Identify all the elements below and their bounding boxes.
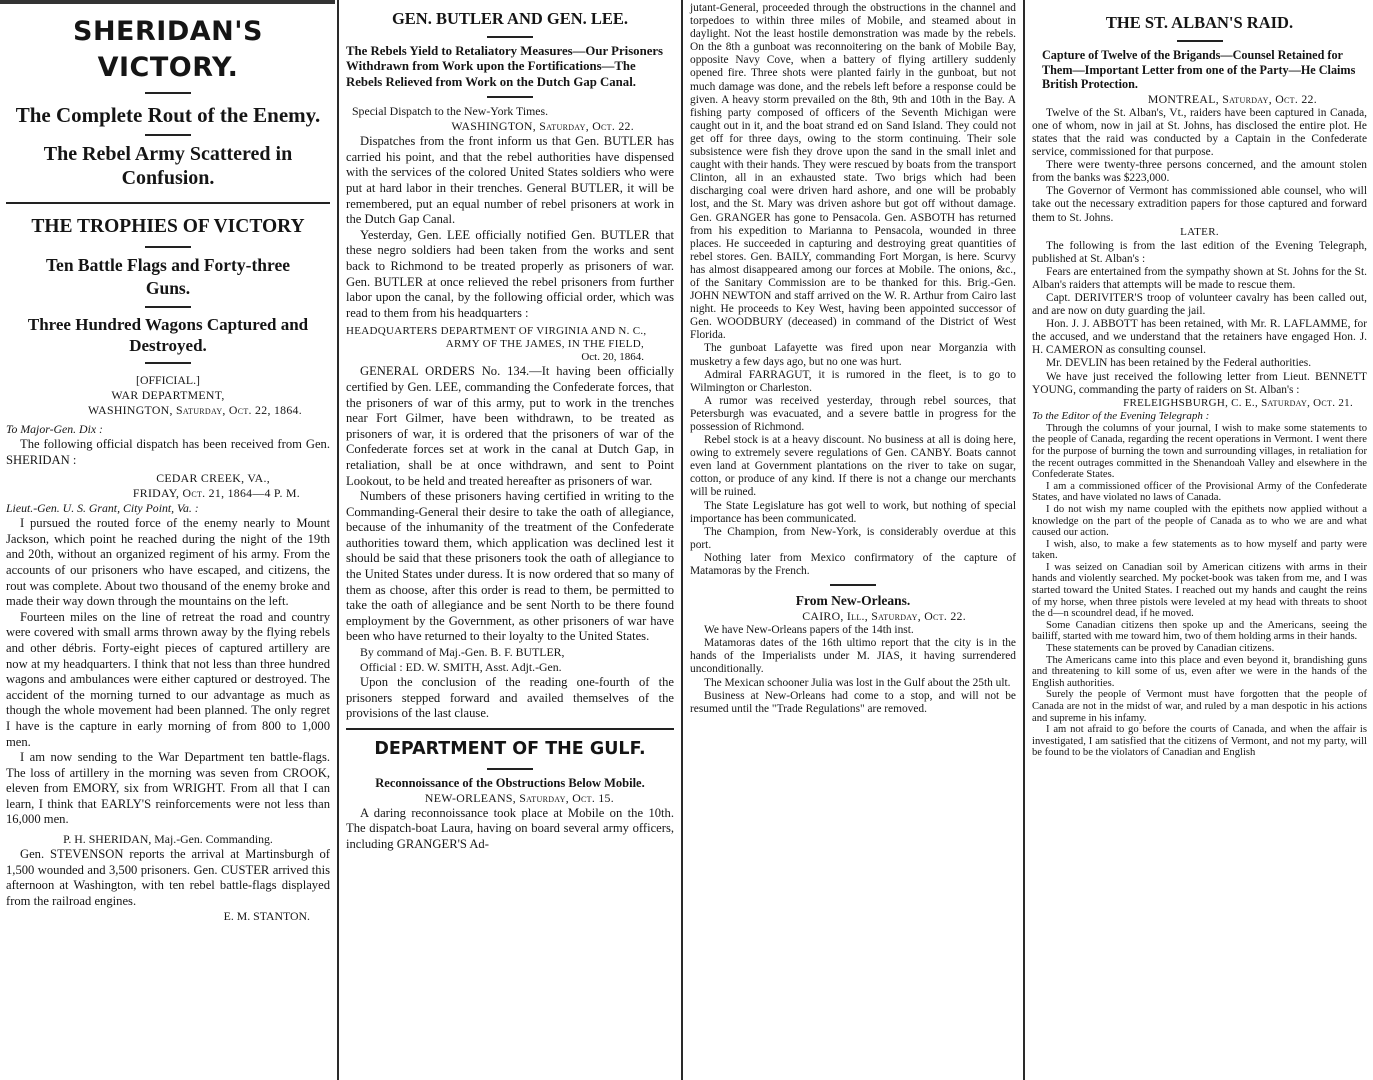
- letter-paragraph: These statements can be proved by Canadian citizens.: [1046, 643, 1275, 655]
- addressee: Lieut.-Gen. U. S. Grant, City Point, Va. :: [6, 501, 199, 516]
- paragraph: The gunboat Lafayette was fired upon near Morganzia with musketry a few days ago, but no one was hurt.: [690, 342, 1016, 368]
- signature: E. M. STANTON.: [223, 909, 310, 924]
- paragraph: We have just received the following letter from Lieut. BENNETT YOUNG, commanding the party of raiders on St. Alban's :: [1032, 370, 1367, 396]
- paragraph: Fears are entertained from the sympathy shown at St. Johns for the St. Alban's raiders that attempts will be made to rescue them.: [1032, 265, 1367, 291]
- headline-butler-lee: GEN. BUTLER AND GEN. LEE.: [391, 9, 629, 28]
- paragraph: Upon the conclusion of the reading one-fourth of the prisoners stepped forward and availed themselves of the provisions of the last clause.: [346, 675, 674, 721]
- paragraph: The following is from the last edition of the Evening Telegraph, published at St. Alban's :: [1032, 239, 1367, 265]
- headquarters-line: HEADQUARTERS DEPARTMENT OF VIRGINIA AND N. C.,: [346, 325, 647, 338]
- official-signature: Official : ED. W. SMITH, Asst. Adjt.-Gen.: [360, 660, 562, 675]
- column-rule: [681, 0, 683, 1080]
- paragraph: Mr. DEVLIN has been retained by the Federal authorities.: [1046, 357, 1312, 370]
- paragraph: Nothing later from Mexico confirmatory of the capture of Matamoras by the French.: [690, 551, 1016, 578]
- addressee: To the Editor of the Evening Telegraph :: [1032, 409, 1210, 422]
- deck-trophies: THE TROPHIES OF VICTORY: [31, 216, 305, 237]
- dateline: FRIDAY, Oct. 21, 1864—4 P. M.: [132, 486, 300, 501]
- paragraph: Twelve of the St. Alban's, Vt., raiders have been captured in Canada, one of whom, now in jail at St. Johns, has disclosed the entire plot. He states that the raid was conducted by a Captain in the Confederate service, commissioned for that purpose.: [1032, 106, 1367, 159]
- paragraph: I pursued the routed force of the enemy nearly to Mount Jackson, which point he reached during the night of the 19th and 20th, without an organized regiment of his army. From the accounts of our prisoners who have escaped, and citizens, the rout was complete. About two thousand of the enemy broke and made their way down through the mountains on the left.: [6, 516, 330, 609]
- separator-dash: [145, 246, 191, 248]
- paragraph: The Champion, from New-York, is considerably overdue at this port.: [690, 525, 1016, 551]
- paragraph: Admiral FARRAGUT, it is rumored in the fleet, is to go to Wilmington or Charleston.: [690, 368, 1016, 394]
- separator-dash: [487, 768, 533, 770]
- letter-paragraph: I wish, also, to make a few statements as to how myself and party were taken.: [1032, 538, 1367, 562]
- paragraph: A daring reconnoissance took place at Mobile on the 10th. The dispatch-boat Laura, having on board several army officers, including GRANGER'S Ad-: [346, 805, 674, 851]
- paragraph: Fourteen miles on the line of retreat the road and country were covered with small arms thrown away by the flying rebels and other débris. Forty-eight pieces of captured artillery are now at my headquarters. I think that not less than three hundred wagons and ambulances were either captured or destroyed. The accident of the morning turned to our advantage as much as though the whole movement had been planned. The only regret I have is the capture in early morning of from 800 to 1,000 men.: [6, 609, 330, 749]
- column-st-albans-raid: [1026, 0, 1373, 1080]
- headquarters-line: Oct. 20, 1864.: [581, 351, 644, 364]
- paragraph: Numbers of these prisoners having certified in writing to the Commanding-General their desire to take the oath of allegiance, because of the inhumanity of the treatment of the Confederate authorities toward them, which application was declined lest it should be said that these prisoners took the oath of allegiance to the United States under duress. It is now ordered that so many of them as choose, after this order is read to them, be permitted to take the oath of allegiance and be sent North to be there found employment by the Government, as other prisoners of war have been who have returned to their loyalty to the United States.: [346, 489, 674, 644]
- dateline: CEDAR CREEK, VA.,: [156, 471, 270, 486]
- paragraph: The Governor of Vermont has commissioned able counsel, who will take out the necessary extradition papers for those captured and forward them to St. Johns.: [1032, 185, 1367, 224]
- letter-paragraph: I am a commissioned officer of the Provisional Army of the Confederate States, and have violated no laws of Canada.: [1032, 480, 1367, 504]
- separator-dash: [145, 306, 191, 308]
- paragraph: jutant-General, proceeded through the obstructions in the channel and torpedoes to within three miles of Mobile, and steamed about in daylight. Not the least hostile demonstration was made by the rebels. On the 8th a gunboat was reconnoitering on the bank of Mobile Bay, opposite Navy Cove, when a battery of flying artillery suddenly opened fire. Three shots were planted fairly in the gunboat, but not much damage was done, and the rebels left before a response could be given. A heavy storm prevailed on the 8th, 9th and 10th in the Bay. A fishing party composed of officers of the Seventh Michigan were caught out in it, and the boat strand ed on Sand Island. They could not get off for three days, owing to the storm continuing. Their sole subsistence were fish they drove upon the sand in the small inlet and caught with their hands. They were rescued by boats from the transport Clinton, all in an exhausted state. Two brigs which had been discharging coal were driven hard ashore, and one will be probably lost, and the St. Mary was driven ashore but got off without damage. Gen. GRANGER has gone to Pensacola. Gen. ASBOTH has returned from his expedition to Marianna to Pensacola, wounded in three places. He succeeded in capturing and destroying great quantities of rebel stores. Gen. BAILY, commanding Fort Morgan, is here. Scurvy has almost disappeared among our forces at Mobile. The onions, &c., of the Sanitary Commission are to be thanked for this. Brig.-Gen. JOHN NEWTON and staff arrived on the W. R. Arthur from Cairo last night. He proceeds to Key West, having been appointed successor of Gen. WOODBURY (deceased) in command of the District of West Florida.: [690, 2, 1016, 342]
- deck-complete-rout: The Complete Rout of the Enemy.: [15, 103, 321, 127]
- official-label: [OFFICIAL.]: [136, 373, 200, 387]
- paragraph: We have New-Orleans papers of the 14th inst.: [704, 624, 914, 637]
- addressee: To Major-Gen. Dix :: [6, 422, 103, 436]
- headline-from-new-orleans: From New-Orleans.: [795, 593, 911, 609]
- paragraph: The Mexican schooner Julia was lost in the Gulf about the 25th ult.: [704, 676, 1011, 689]
- separator-dash: [1177, 40, 1223, 42]
- separator-rule: [346, 728, 674, 730]
- paragraph: Rebel stock is at a heavy discount. No business at all is doing here, owing to extremely severe regulations of Gen. CANBY. Boats cannot even land at Government plantations on the river to take on sugar, cotton, or produce of any kind. If there is not a change our merchants will be ruined.: [690, 434, 1016, 499]
- paragraph: Capt. DERIVITER'S troop of volunteer cavalry has been called out, and are now on duty guarding the jail.: [1032, 292, 1367, 318]
- paragraph: Dispatches from the front inform us that Gen. BUTLER has carried his point, and that the rebel authorities have dispensed with the services of the colored United States soldiers who were put at hard labor in their trenches. General BUTLER, it will be remembered, put an equal number of rebel prisoners at work in the Dutch Gap Canal.: [346, 134, 674, 227]
- separator-dash: [145, 134, 191, 136]
- letter-paragraph: I do not wish my name coupled with the epithets now applied without a knowledge on the part of the people of Canada as to who we are and what caused our action.: [1032, 503, 1367, 539]
- paragraph: Business at New-Orleans had come to a stop, and will not be resumed until the "Trade Regulations" are removed.: [690, 689, 1016, 715]
- deck-rebel-army: The Rebel Army Scattered in Confusion.: [43, 143, 293, 189]
- paragraph: Gen. STEVENSON reports the arrival at Martinsburgh of 1,500 wounded and 3,500 prisoners. Gen. CUSTER arrived this afternoon at Washington, with ten rebel battle-flags displayed from the railroad engines.: [6, 847, 330, 908]
- letter-paragraph: I was seized on Canadian soil by American citizens with arms in their hands and violently searched. My pocket-book was taken from me, and I was started toward the United States. I reached out my hands and caught the reins of my horse, when three pistols were leveled at my head with threats to shoot the d—n scoundrel dead, if he moved.: [1032, 561, 1367, 620]
- separator-dash: [487, 96, 533, 98]
- paragraph: Yesterday, Gen. LEE officially notified Gen. BUTLER that these negro soldiers had been taken from the works and sent back to Richmond to be treated properly as prisoners of war. Gen. BUTLER at once relieved the rebel prisoners from further labor upon the canal, by the following official order, which was read to them from his headquarters :: [346, 227, 674, 320]
- dateline: FRELEIGHSBURGH, C. E., Saturday, Oct. 21.: [1123, 396, 1353, 409]
- paragraph: Matamoras dates of the 16th ultimo report that the city is in the hands of the Imperialists under M. JIAS, it having surrendered unconditionally.: [690, 637, 1016, 676]
- letter-paragraph: Surely the people of Vermont must have forgotten that the people of Canada are not in the midst of war, and ruled by a man despotic in his actions and supreme in his infamy.: [1032, 689, 1367, 724]
- column-sheridans-victory: [0, 0, 336, 1080]
- paragraph: Hon. J. J. ABBOTT has been retained, with Mr. R. LAFLAMME, for the accused, and we understand that the retainers have engaged Hon. J. H. CAMERON as consulting counsel.: [1032, 318, 1367, 357]
- letter-paragraph: Through the columns of your journal, I wish to make some statements to the people of Canada, regarding the recent operations in Vermont. I went there for the purpose of burning the town and surrounding villages, in retaliation for the recent outrages committed in the Shenandoah Valley and elsewhere in the Confederate States.: [1032, 422, 1367, 481]
- separator-rule: [6, 202, 330, 204]
- by-command: By command of Maj.-Gen. B. F. BUTLER,: [360, 645, 565, 660]
- dateline: NEW-ORLEANS, Saturday, Oct. 15.: [424, 790, 614, 805]
- letter-paragraph: I am not afraid to go before the courts of Canada, and when the affair is investigated, I am satisfied that the citizens of Vermont, and not my party, will be found to be the violators of Canadian and English: [1032, 724, 1367, 759]
- separator-dash: [830, 584, 876, 586]
- headquarters-line: ARMY OF THE JAMES, IN THE FIELD,: [445, 338, 644, 351]
- separator-dash: [145, 362, 191, 364]
- column-mobile-report: [684, 0, 1022, 1080]
- dateline: WASHINGTON, Saturday, Oct. 22, 1864.: [88, 403, 302, 417]
- dateline: WASHINGTON, Saturday, Oct. 22.: [451, 119, 634, 134]
- column-rule: [337, 0, 339, 1080]
- deck-rebels-yield: The Rebels Yield to Retaliatory Measures—Our Prisoners Withdrawn from Work upon the Fortifications—The Rebels Relieved from Work on the Dutch Gap Canal.: [346, 44, 664, 89]
- deck-wagons: Three Hundred Wagons Captured and Destroyed.: [27, 315, 309, 355]
- paragraph: I am now sending to the War Department ten battle-flags. The loss of artillery in the morning was seven from CROOK, eleven from EMORY, six from WRIGHT. From all that I can learn, I think that EARLY'S reinforcements were not less than 16,000 men.: [6, 750, 330, 827]
- letter-paragraph: Some Canadian citizens then spoke up and the Americans, seeing the bailiff, started with me toward him, two of them holding arms in their hands.: [1032, 619, 1367, 643]
- headline-department-gulf: DEPARTMENT OF THE GULF.: [374, 738, 646, 759]
- column-rule: [1023, 0, 1025, 1080]
- separator-dash: [487, 36, 533, 38]
- separator-dash: [145, 92, 191, 94]
- deck-capture-brigands: Capture of Twelve of the Brigands—Counsel Retained for Them—Important Letter from one of the Party—He Claims British Protection.: [1042, 48, 1356, 92]
- later-label: LATER.: [1180, 225, 1219, 238]
- paragraph: The following official dispatch has been received from Gen. SHERIDAN :: [6, 437, 330, 467]
- headline-st-albans-raid: THE ST. ALBAN'S RAID.: [1105, 13, 1294, 32]
- paragraph: GENERAL ORDERS No. 134.—It having been officially certified by Gen. LEE, commanding the Confederate forces, that the prisoners of war of this army, put to work in the trenches near Fort Gilmer, have been withdrawn, to be treated as prisoners of war, it is ordered that the prisoners of war of the Confederate forces set at work in the canal at Dutch Gap, in retaliation, shall be at once withdrawn, and sent to Point Lookout, to be held and treated hereafter as prisoners of war.: [346, 364, 674, 488]
- column-butler-lee: [340, 0, 680, 1080]
- dateline: MONTREAL, Saturday, Oct. 22.: [1147, 91, 1317, 106]
- paragraph: The State Legislature has got well to work, but nothing of special importance has been communicated.: [690, 499, 1016, 525]
- dateline: CAIRO, Ill., Saturday, Oct. 22.: [802, 609, 966, 624]
- war-department: WAR DEPARTMENT,: [111, 388, 225, 402]
- deck-reconnoissance: Reconnoissance of the Obstructions Below Mobile.: [375, 775, 645, 790]
- deck-battle-flags: Ten Battle Flags and Forty-three Guns.: [45, 255, 290, 298]
- signature: P. H. SHERIDAN, Maj.-Gen. Commanding.: [63, 832, 273, 847]
- paragraph: A rumor was received yesterday, through rebel sources, that Petersburgh was evacuated, and a severe battle in progress for the possession of Richmond.: [690, 394, 1016, 433]
- special-dispatch: Special Dispatch to the New-York Times.: [352, 104, 549, 119]
- letter-paragraph: The Americans came into this place and even beyond it, brandishing guns and threatening to kill some of us, even after we were in the hands of the English authorities.: [1032, 654, 1367, 689]
- headline-sheridans-victory: SHERIDAN'S VICTORY.: [73, 16, 263, 83]
- paragraph: There were twenty-three persons concerned, and the amount stolen from the banks was $223,000.: [1032, 159, 1367, 185]
